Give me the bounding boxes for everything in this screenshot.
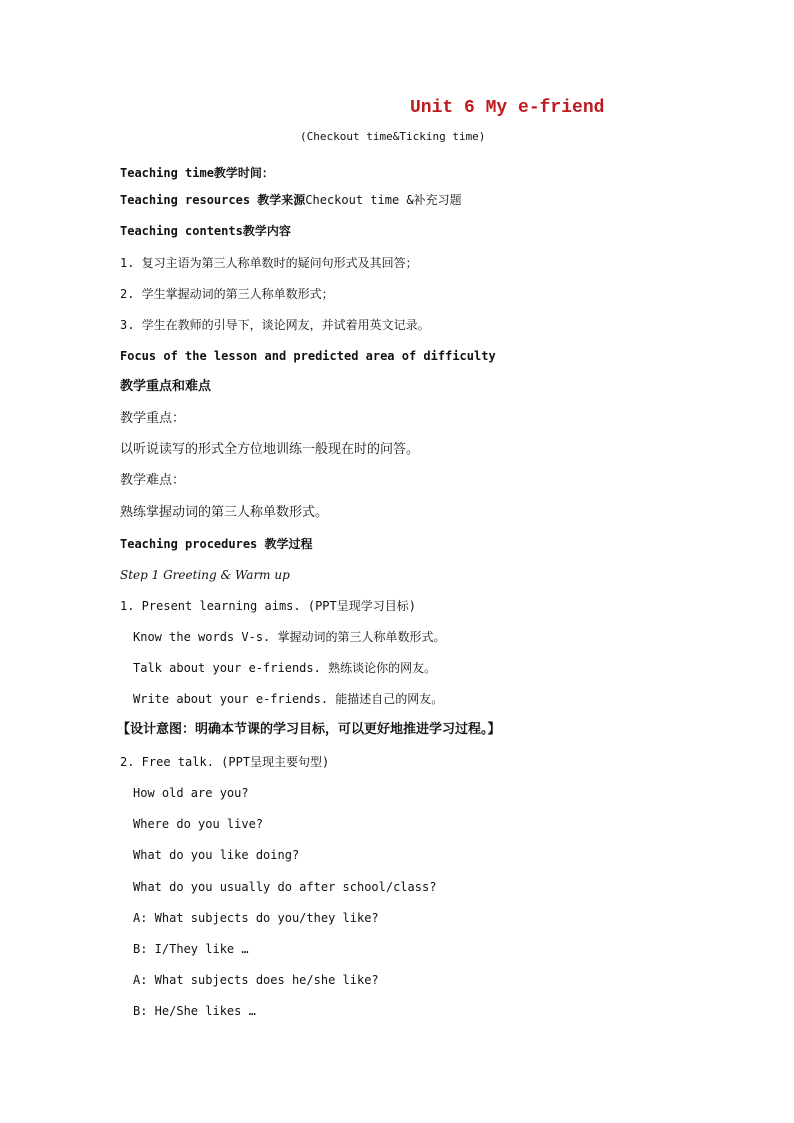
talk-line-2: Where do you live?: [133, 817, 264, 831]
talk-line-5: A: What subjects do you/they like?: [133, 911, 379, 925]
content-item-1: 1. 复习主语为第三人称单数时的疑问句形式及其回答；: [120, 256, 418, 270]
content-item-2: 2. 学生掌握动词的第三人称单数形式；: [120, 287, 334, 301]
item-1: 1. Present learning aims. (PPT呈现学习目标): [120, 599, 416, 613]
teaching-contents: Teaching contents教学内容: [120, 224, 291, 238]
aim-3: Write about your e-friends. 能描述自己的网友。: [133, 692, 444, 706]
difficult-label: 教学难点：: [120, 473, 186, 488]
aim-1: Know the words V-s. 掌握动词的第三人称单数形式。: [133, 630, 446, 644]
item-2: 2. Free talk. (PPT呈现主要句型): [120, 755, 330, 769]
page-title: Unit 6 My e-friend: [410, 98, 605, 118]
content-item-3: 3. 学生在教师的引导下，谈论网友，并试着用英文记录。: [120, 318, 430, 332]
teaching-resources: [120, 192, 462, 208]
teaching-resources-value: Checkout time &补充习题: [305, 193, 462, 207]
talk-line-7: A: What subjects does he/she like?: [133, 973, 379, 987]
key-label: 教学重点：: [120, 411, 186, 426]
talk-line-6: B: I/They like …: [133, 942, 249, 956]
difficult-text: 熟练掌握动词的第三人称单数形式。: [120, 505, 329, 520]
teaching-resources-label: Teaching resources 教学来源: [120, 193, 306, 207]
step-1-heading: Step 1 Greeting & Warm up: [120, 568, 290, 582]
page-subtitle: (Checkout time&Ticking time): [300, 130, 486, 143]
talk-line-1: How old are you?: [133, 786, 249, 800]
teaching-time: Teaching time教学时间：: [120, 166, 274, 180]
focus-heading: Focus of the lesson and predicted area of difficulty: [120, 349, 496, 363]
key-text: 以听说读写的形式全方位地训练一般现在时的问答。: [120, 442, 420, 457]
design-note: 【设计意图：明确本节课的学习目标，可以更好地推进学习过程。】: [117, 722, 501, 737]
talk-line-4: What do you usually do after school/class?: [133, 880, 437, 894]
talk-line-3: What do you like doing?: [133, 848, 300, 862]
aim-2: Talk about your e-friends. 熟练谈论你的网友。: [133, 661, 437, 675]
talk-line-8: B: He/She likes …: [133, 1004, 256, 1018]
focus-heading-cn: 教学重点和难点: [120, 379, 212, 394]
procedures-heading: Teaching procedures 教学过程: [120, 537, 313, 551]
